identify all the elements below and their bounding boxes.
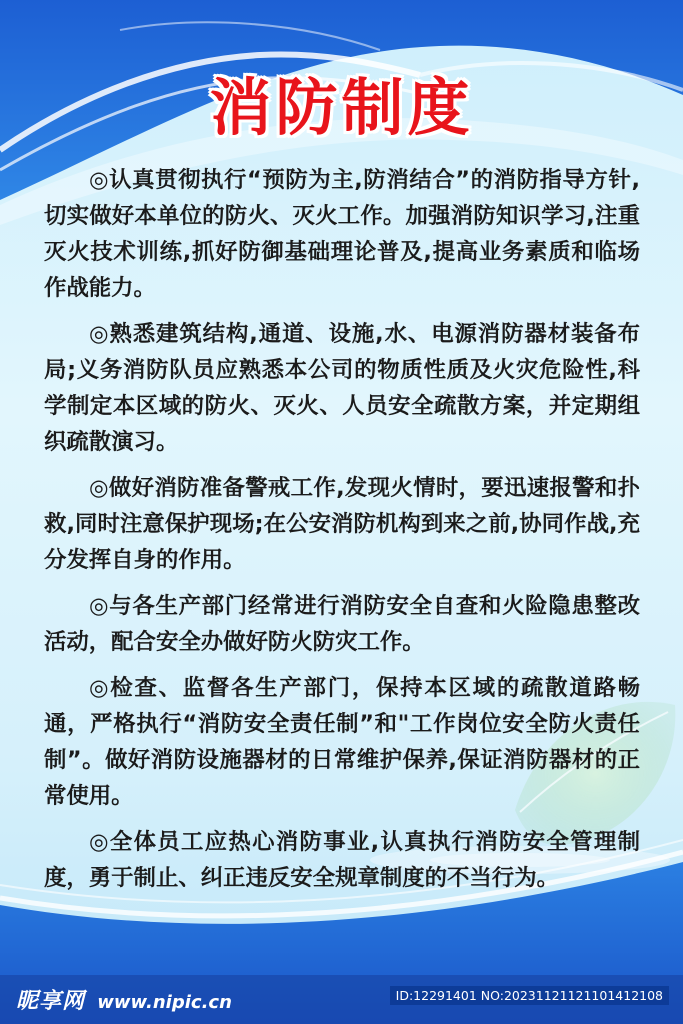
rule-paragraph-1: ◎认真贯彻执行“预防为主,防消结合”的消防指导方针,切实做好本单位的防火、灭火工作。加强消防知识学习,注重灭火技术训练,抓好防御基础理论普及,提高业务素质和临场作战能力。 [44,167,640,301]
watermark-logo-text: 昵享网 [16,989,86,1014]
watermark-url: www.nipic.cn [97,992,232,1013]
rules-content [44,162,640,906]
watermark-id: ID:12291401 NO:20231121121101412108 [390,986,669,1005]
rule-paragraph-6: ◎全体员工应热心消防事业,认真执行消防安全管理制度，勇于制止、纠正违反安全规章制度的不当行为。 [44,829,640,891]
page-title: 消防制度 [209,71,474,144]
rule-paragraph-3: ◎做好消防准备警戒工作,发现火情时，要迅速报警和扑救,同时注意保护现场;在公安消防机构到来之前,协同作战,充分发挥自身的作用。 [44,475,640,573]
rule-paragraph-4: ◎与各生产部门经常进行消防安全自查和火险隐患整改活动，配合安全办做好防火防灾工作。 [44,593,640,655]
rule-paragraph-5: ◎检查、监督各生产部门，保持本区域的疏散道路畅通，严格执行“消防安全责任制”和"工作岗位安全防火责任制”。做好消防设施器材的日常维护保养,保证消防器材的正常使用。 [44,675,640,809]
watermark-logo [16,984,232,1015]
rule-paragraph-2: ◎熟悉建筑结构,通道、设施,水、电源消防器材装备布局;义务消防队员应熟悉本公司的物质性质及火灾危险性,科学制定本区域的防火、灭火、人员安全疏散方案，并定期组织疏散演习。 [44,321,640,455]
